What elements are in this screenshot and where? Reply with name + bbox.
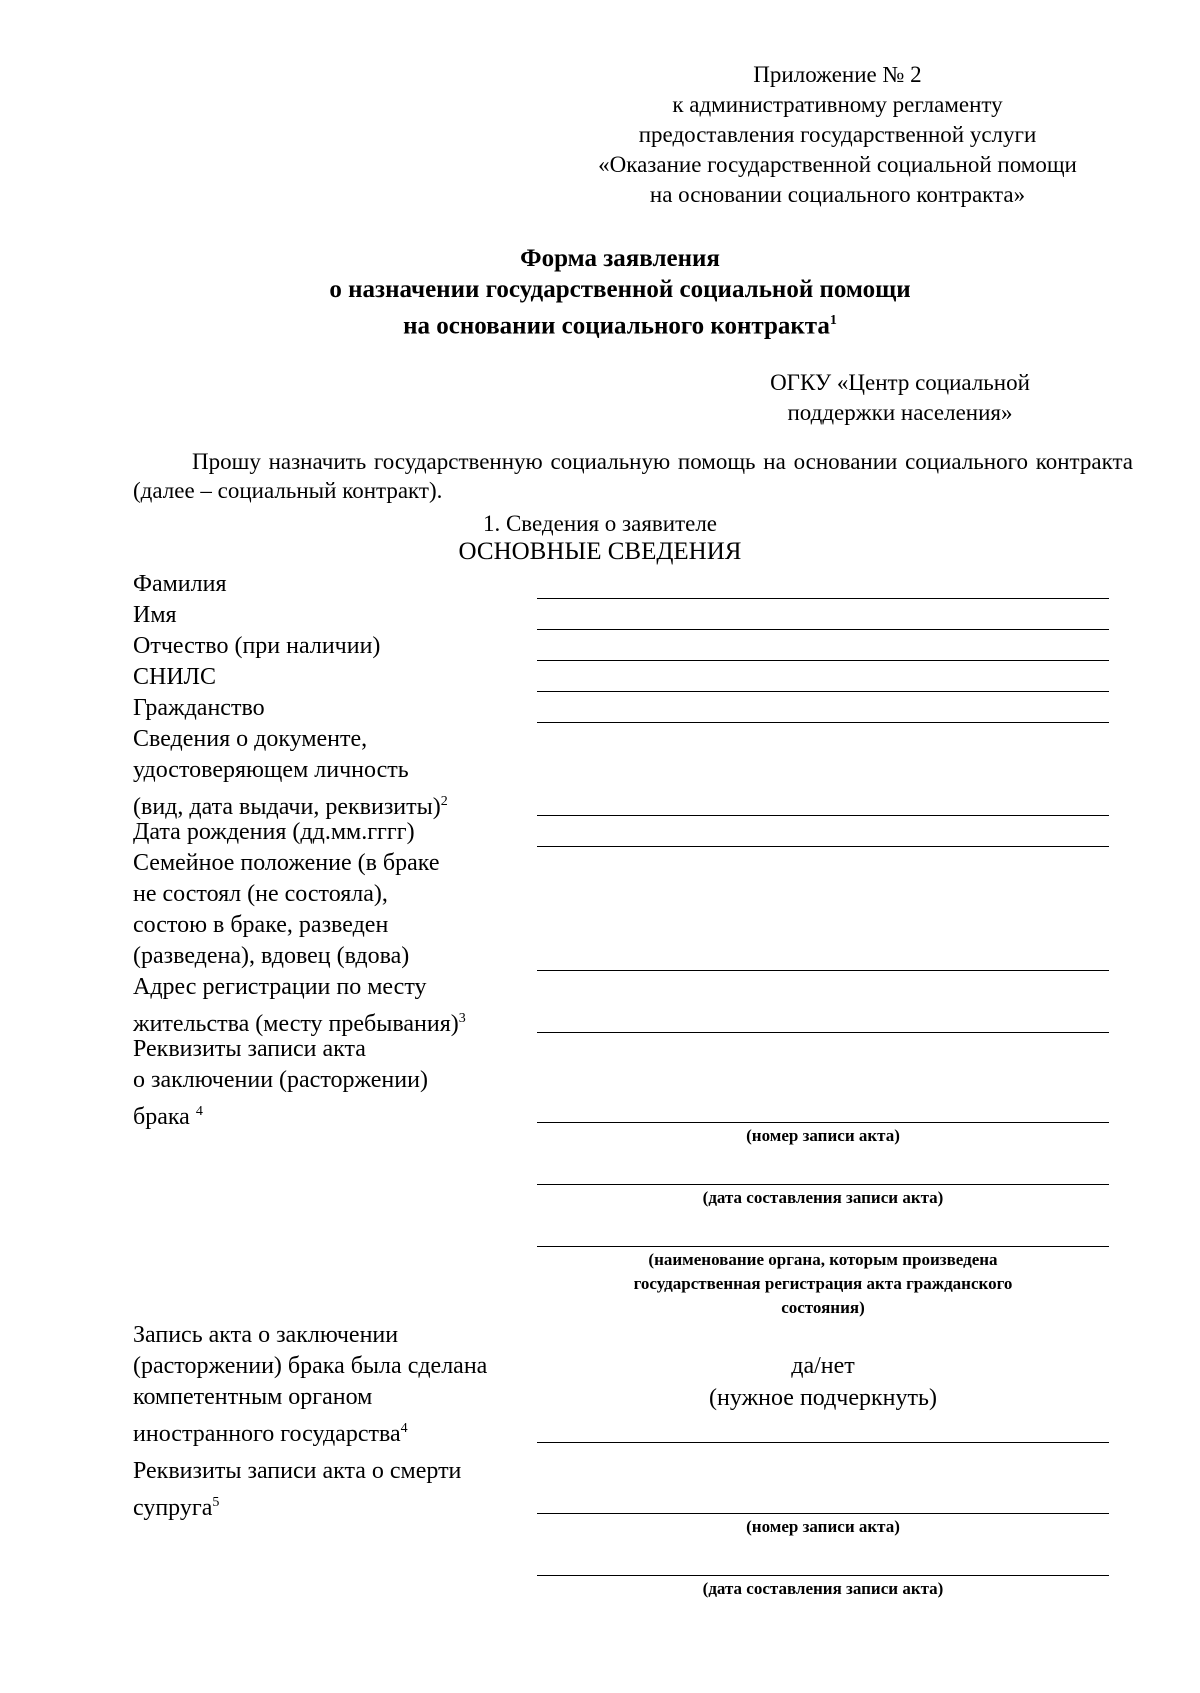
form-title-text: на основании социального контракта xyxy=(403,312,830,340)
label-id-doc: удостоверяющем личность xyxy=(133,757,409,783)
address-field[interactable] xyxy=(537,1032,1109,1033)
label-marital: (разведена), вдовец (вдова) xyxy=(133,943,410,969)
label-citizenship: Гражданство xyxy=(133,695,265,721)
label-marriage-record: Реквизиты записи акта xyxy=(133,1036,366,1062)
yes-no-options[interactable]: да/нет xyxy=(791,1353,855,1379)
label-birth-date: Дата рождения (дд.мм.гггг) xyxy=(133,819,415,845)
label-marriage-record-text: брака xyxy=(133,1104,196,1130)
label-foreign-record-text: иностранного государства xyxy=(133,1421,401,1447)
label-death-record: Реквизиты записи акта о смерти xyxy=(133,1458,462,1484)
label-address-text: жительства (месту пребывания) xyxy=(133,1011,459,1037)
footnote-marker: 4 xyxy=(400,1421,408,1436)
caption-death-act-date: (дата составления записи акта) xyxy=(702,1579,944,1598)
label-snils: СНИЛС xyxy=(133,664,216,690)
foreign-record-field[interactable] xyxy=(537,1442,1109,1443)
citizenship-field[interactable] xyxy=(537,722,1109,723)
caption-authority xyxy=(537,1248,1109,1320)
label-marriage-record xyxy=(133,1096,203,1133)
label-marital: состою в браке, разведен xyxy=(133,912,389,938)
footnote-marker: 4 xyxy=(195,1104,203,1119)
form-title-line: о назначении государственной социальной помощи xyxy=(329,276,911,303)
footnote-marker: 3 xyxy=(458,1011,466,1026)
label-foreign-record: Запись акта о заключении xyxy=(133,1322,399,1348)
appendix-line: к административному регламенту xyxy=(672,92,1003,117)
snils-field[interactable] xyxy=(537,691,1109,692)
surname-field[interactable] xyxy=(537,598,1109,599)
label-name: Имя xyxy=(133,602,177,628)
label-death-record-text: супруга xyxy=(133,1495,213,1521)
label-address: Адрес регистрации по месту xyxy=(133,974,427,1000)
request-paragraph: Прошу назначить государственную социальную помощь на основании социального контракта (далее – социальный контракт). xyxy=(133,449,1133,503)
label-marriage-record: о заключении (расторжении) xyxy=(133,1067,428,1093)
section-title: 1. Сведения о заявителе xyxy=(482,511,718,536)
footnote-marker: 5 xyxy=(212,1495,220,1510)
label-foreign-record: компетентным органом xyxy=(133,1384,373,1410)
caption-authority-line: государственная регистрация акта гражданского xyxy=(633,1274,1013,1293)
section-subtitle: ОСНОВНЫЕ СВЕДЕНИЯ xyxy=(458,538,742,565)
marriage-act-number-field[interactable] xyxy=(537,1122,1109,1123)
caption-death-act-number: (номер записи акта) xyxy=(746,1517,900,1536)
footnote-marker: 1 xyxy=(829,313,837,328)
id-doc-field[interactable] xyxy=(537,815,1109,816)
yes-no-hint: (нужное подчеркнуть) xyxy=(709,1385,937,1411)
birth-date-field[interactable] xyxy=(537,846,1109,847)
recipient-line: ОГКУ «Центр социальной xyxy=(770,370,1030,395)
label-surname: Фамилия xyxy=(133,571,227,597)
label-marital: не состоял (не состояла), xyxy=(133,881,388,907)
label-foreign-record: (расторжении) брака была сделана xyxy=(133,1353,488,1379)
label-marital: Семейное положение (в браке xyxy=(133,850,440,876)
form-title xyxy=(170,243,1070,341)
recipient-line: поддержки населения» xyxy=(787,400,1013,425)
label-id-doc: Сведения о документе, xyxy=(133,726,368,752)
label-foreign-record xyxy=(133,1413,408,1450)
caption-act-date: (дата составления записи акта) xyxy=(702,1188,944,1207)
caption-authority-line: состояния) xyxy=(781,1298,865,1317)
marriage-act-date-field[interactable] xyxy=(537,1184,1109,1185)
registration-authority-field[interactable] xyxy=(537,1246,1109,1247)
appendix-line: на основании социального контракта» xyxy=(649,182,1026,207)
label-patronymic: Отчество (при наличии) xyxy=(133,633,381,659)
appendix-line: «Оказание государственной социальной помощи xyxy=(598,152,1077,177)
death-act-date-field[interactable] xyxy=(537,1575,1109,1576)
form-title-line: Форма заявления xyxy=(520,245,720,272)
caption-act-number: (номер записи акта) xyxy=(746,1126,900,1145)
appendix-line: предоставления государственной услуги xyxy=(638,122,1037,147)
footnote-marker: 2 xyxy=(440,794,448,809)
label-death-record xyxy=(133,1487,219,1524)
recipient-block xyxy=(735,368,1065,428)
form-title-line xyxy=(170,305,1070,341)
name-field[interactable] xyxy=(537,629,1109,630)
death-act-number-field[interactable] xyxy=(537,1513,1109,1514)
marital-status-field[interactable] xyxy=(537,970,1109,971)
caption-authority-line: (наименование органа, которым произведена xyxy=(648,1250,998,1269)
appendix-header xyxy=(560,60,1115,210)
label-id-doc-text: (вид, дата выдачи, реквизиты) xyxy=(133,794,441,820)
appendix-line: Приложение № 2 xyxy=(753,62,922,87)
patronymic-field[interactable] xyxy=(537,660,1109,661)
